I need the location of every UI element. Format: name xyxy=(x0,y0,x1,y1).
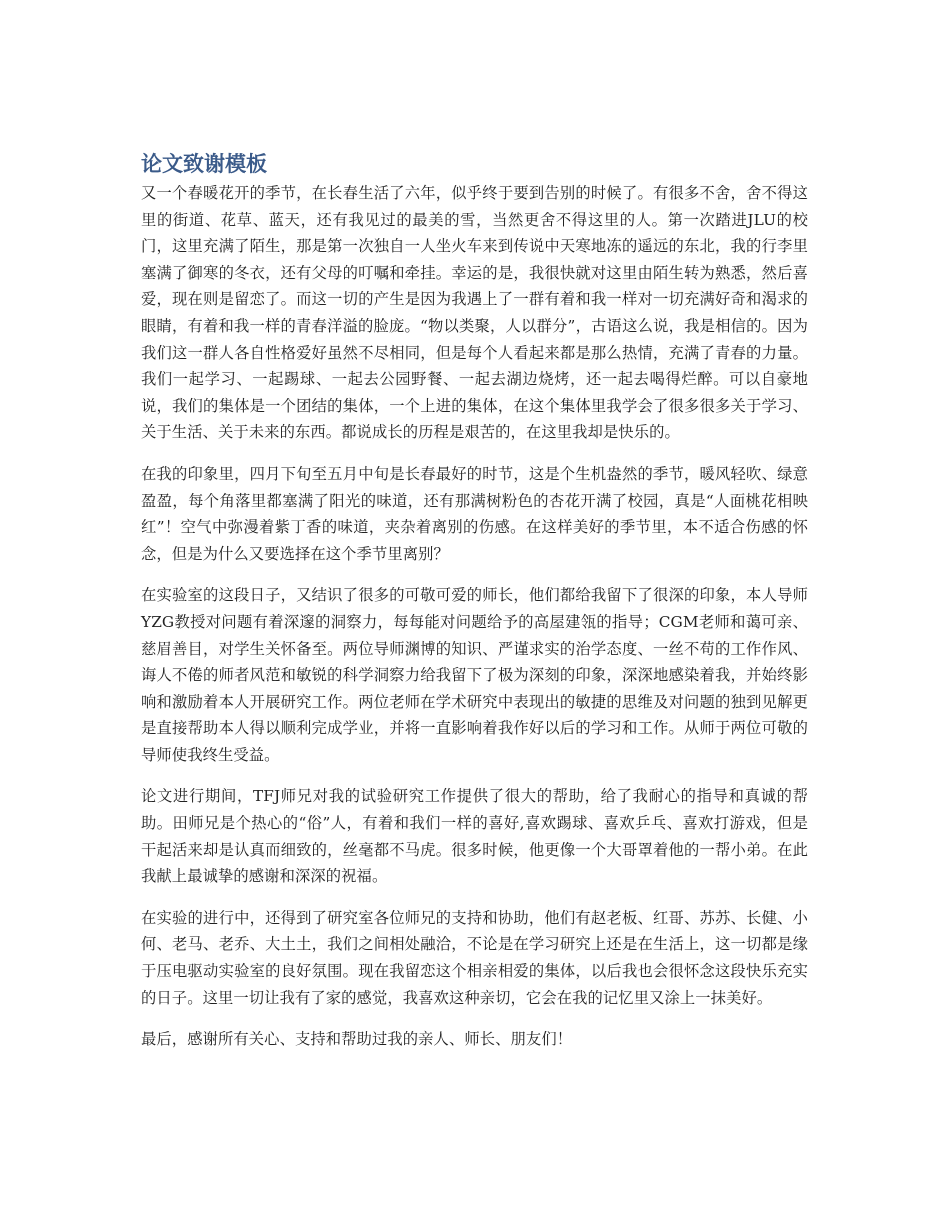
paragraph-senior-help: 论文进行期间，TFJ师兄对我的试验研究工作提供了很大的帮助，给了我耐心的指导和真诚的帮助。田师兄是个热心的“俗”人，有着和我们一样的喜好,喜欢踢球、喜欢乒乓、喜欢打游戏，但是干起活来却是认真而细致的，丝毫都不马虎。很多时候，他更像一个大哥罩着他的一帮小弟。在此我献上最诚挚的感谢和深深的祝福。 xyxy=(141,787,808,886)
document-page xyxy=(141,148,808,1068)
document-title: 论文致谢模板 xyxy=(141,152,267,176)
paragraph-advisors: 在实验室的这段日子，又结识了很多的可敬可爱的师长，他们都给我留下了很深的印象，本人导师YZG教授对问题有着深邃的洞察力，每每能对问题给予的高屋建瓴的指导；CGM老师和蔼可亲、慈眉善目，对学生关怀备至。两位导师渊博的知识、严谨求实的治学态度、一丝不苟的工作作风、诲人不倦的师者风范和敏锐的科学洞察力给我留下了极为深刻的印象，深深地感染着我，并始终影响和激励着本人开展研究工作。两位老师在学术研究中表现出的敏捷的思维及对问题的独到见解更是直接帮助本人得以顺利完成学业，并将一直影响着我作好以后的学习和工作。从师于两位可敬的导师使我终生受益。 xyxy=(141,586,808,764)
paragraph-lab-colleagues: 在实验的进行中，还得到了研究室各位师兄的支持和协助，他们有赵老板、红哥、苏苏、长健、小何、老马、老乔、大土土，我们之间相处融洽，不论是在学习研究上还是在生活上，这一切都是缘于压电驱动实验室的良好氛围。现在我留恋这个相亲相爱的集体，以后我也会很怀念这段快乐充实的日子。这里一切让我有了家的感觉，我喜欢这种亲切，它会在我的记忆里又涂上一抹美好。 xyxy=(141,908,808,1007)
paragraph-campus-life: 又一个春暖花开的季节，在长春生活了六年，似乎终于要到告别的时候了。有很多不舍，舍不得这里的街道、花草、蓝天，还有我见过的最美的雪，当然更舍不得这里的人。第一次踏进JLU的校门，这里充满了陌生，那是第一次独自一人坐火车来到传说中天寒地冻的遥远的东北，我的行李里塞满了御寒的冬衣，还有父母的叮嘱和牵挂。幸运的是，我很快就对这里由陌生转为熟悉，然后喜爱，现在则是留恋了。而这一切的产生是因为我遇上了一群有着和我一样对一切充满好奇和渴求的眼睛，有着和我一样的青春洋溢的脸庞。“物以类聚，人以群分”，古语这么说，我是相信的。因为我们这一群人各自性格爱好虽然不尽相同，但是每个人看起来都是那么热情，充满了青春的力量。我们一起学习、一起踢球、一起去公园野餐、一起去湖边烧烤，还一起去喝得烂醉。可以自豪地说，我们的集体是一个团结的集体，一个上进的集体，在这个集体里我学会了很多很多关于学习、关于生活、关于未来的东西。都说成长的历程是艰苦的，在这里我却是快乐的。 xyxy=(141,184,808,442)
paragraph-final-thanks: 最后，感谢所有关心、支持和帮助过我的亲人、师长、朋友们！ xyxy=(141,1030,573,1049)
paragraph-spring-memory: 在我的印象里，四月下旬至五月中旬是长春最好的时节，这是个生机盎然的季节，暖风轻吹、绿意盈盈，每个角落里都塞满了阳光的味道，还有那满树粉色的杏花开满了校园，真是“人面桃花相映红”！空气中弥漫着紫丁香的味道，夹杂着离别的伤感。在这样美好的季节里，本不适合伤感的怀念，但是为什么又要选择在这个季节里离别？ xyxy=(141,464,808,563)
